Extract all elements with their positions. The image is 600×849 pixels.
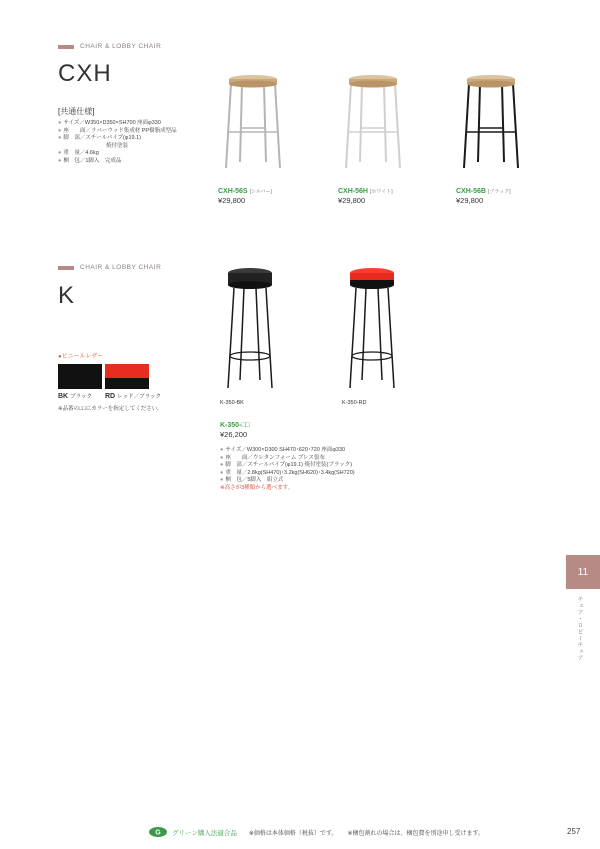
material-label: ●ビニールレザー bbox=[58, 354, 104, 360]
stool-black-image bbox=[456, 70, 526, 180]
product-k-350-bk bbox=[220, 266, 280, 406]
spec-row: ● 重 量／4.6kg bbox=[58, 150, 99, 157]
product-k-350-rd bbox=[342, 266, 402, 406]
swatch-code: RD bbox=[105, 393, 116, 400]
spec-note-red: ※高さが3種類から選べます。 bbox=[220, 484, 294, 491]
swatch-labels bbox=[58, 392, 161, 400]
footer-note-packing: ※梱包割れの場合は、梱包費を別途申し受けます。 bbox=[347, 830, 484, 837]
product-cxh-56h bbox=[338, 70, 408, 205]
product-color: [シルバー] bbox=[249, 189, 272, 195]
section-tag-cxh bbox=[58, 43, 161, 50]
swatch-name: レッド／ブラック bbox=[117, 394, 161, 400]
product-price: ¥29,800 bbox=[218, 196, 246, 205]
section-tag-text: CHAIR & LOBBY CHAIR bbox=[80, 43, 162, 50]
image-label: K-350-BK bbox=[220, 400, 244, 406]
product-color: [ブラック] bbox=[487, 189, 511, 195]
cxh-spec-block bbox=[58, 107, 218, 166]
swatch-red-black bbox=[105, 364, 149, 389]
stool-k-350-rd-image bbox=[342, 266, 402, 394]
section-tag-bar bbox=[58, 45, 74, 49]
swatch-black bbox=[58, 364, 102, 389]
k-spec-block bbox=[220, 447, 420, 493]
product-code: K-350-□□ bbox=[220, 422, 250, 429]
spec-row: ● サイズ／W350×D350×SH700 座面φ330 bbox=[58, 120, 161, 126]
section-tag-k bbox=[58, 264, 161, 271]
product-price: ¥29,800 bbox=[456, 196, 484, 205]
product-code: CXH-56B bbox=[456, 188, 486, 195]
footer-note-price: ※価格は本体価格（税抜）です。 bbox=[248, 830, 338, 837]
spec-row: ● 座 面／ウレタンフォーム プレス張布 bbox=[220, 454, 325, 461]
spec-row: ● サイズ／W300×D300 SH470･620･720 座面φ330 bbox=[220, 447, 346, 453]
stool-silver-image bbox=[218, 70, 288, 180]
image-label: K-350-RD bbox=[342, 400, 367, 406]
swatch-code: BK bbox=[58, 393, 69, 400]
series-title-cxh: CXH bbox=[58, 60, 112, 87]
spec-row: ● 重 量／2.8kg(SH470)･3.2kg(SH620)･3.4kg(SH720) bbox=[220, 469, 355, 476]
product-cxh-56s bbox=[218, 70, 288, 205]
color-swatches bbox=[58, 364, 149, 389]
spec-row: 焼付塗装 bbox=[106, 142, 129, 149]
spec-row: ● 脚 部／スチールパイプ(φ19.1) 焼付塗装(ブラック) bbox=[220, 462, 353, 469]
stool-white-image bbox=[338, 70, 408, 180]
spec-header: [共通仕様] bbox=[58, 107, 95, 116]
product-code: CXH-56H bbox=[338, 188, 368, 195]
spec-row: ● 梱 包／1脚入 完成品 bbox=[58, 157, 122, 164]
product-color: [ホワイト] bbox=[369, 189, 393, 195]
green-purchase-logo-icon bbox=[148, 826, 168, 838]
swatch-note: ※品番の□□にカラーを指定してください。 bbox=[58, 406, 163, 412]
spec-row: ● 脚 部／スチールパイプ(φ19.1) bbox=[58, 135, 141, 142]
chapter-tab: 11 bbox=[566, 555, 600, 589]
green-purchase-text: グリーン購入法適合品 bbox=[172, 829, 237, 837]
product-price: ¥26,200 bbox=[220, 430, 248, 439]
series-title-k: K bbox=[58, 282, 76, 309]
spec-row: ● 梱 包／5脚入 組立式 bbox=[220, 477, 284, 484]
product-cxh-56b bbox=[456, 70, 526, 205]
footer bbox=[148, 826, 484, 838]
spec-row: ● 座 面／ラバーウッド集成材 PP樹脂成型品 bbox=[58, 127, 177, 134]
page-number: 257 bbox=[567, 827, 581, 836]
section-tag-bar bbox=[58, 266, 74, 270]
chapter-label: チェア・ロビーチェア bbox=[576, 596, 582, 661]
stool-k-350-bk-image bbox=[220, 266, 280, 394]
swatch-name: ブラック bbox=[70, 394, 93, 400]
k-price-block bbox=[220, 422, 250, 439]
svg-text:G: G bbox=[155, 829, 161, 837]
product-price: ¥29,800 bbox=[338, 196, 366, 205]
section-tag-text: CHAIR & LOBBY CHAIR bbox=[80, 264, 162, 271]
product-code: CXH-56S bbox=[218, 188, 248, 195]
